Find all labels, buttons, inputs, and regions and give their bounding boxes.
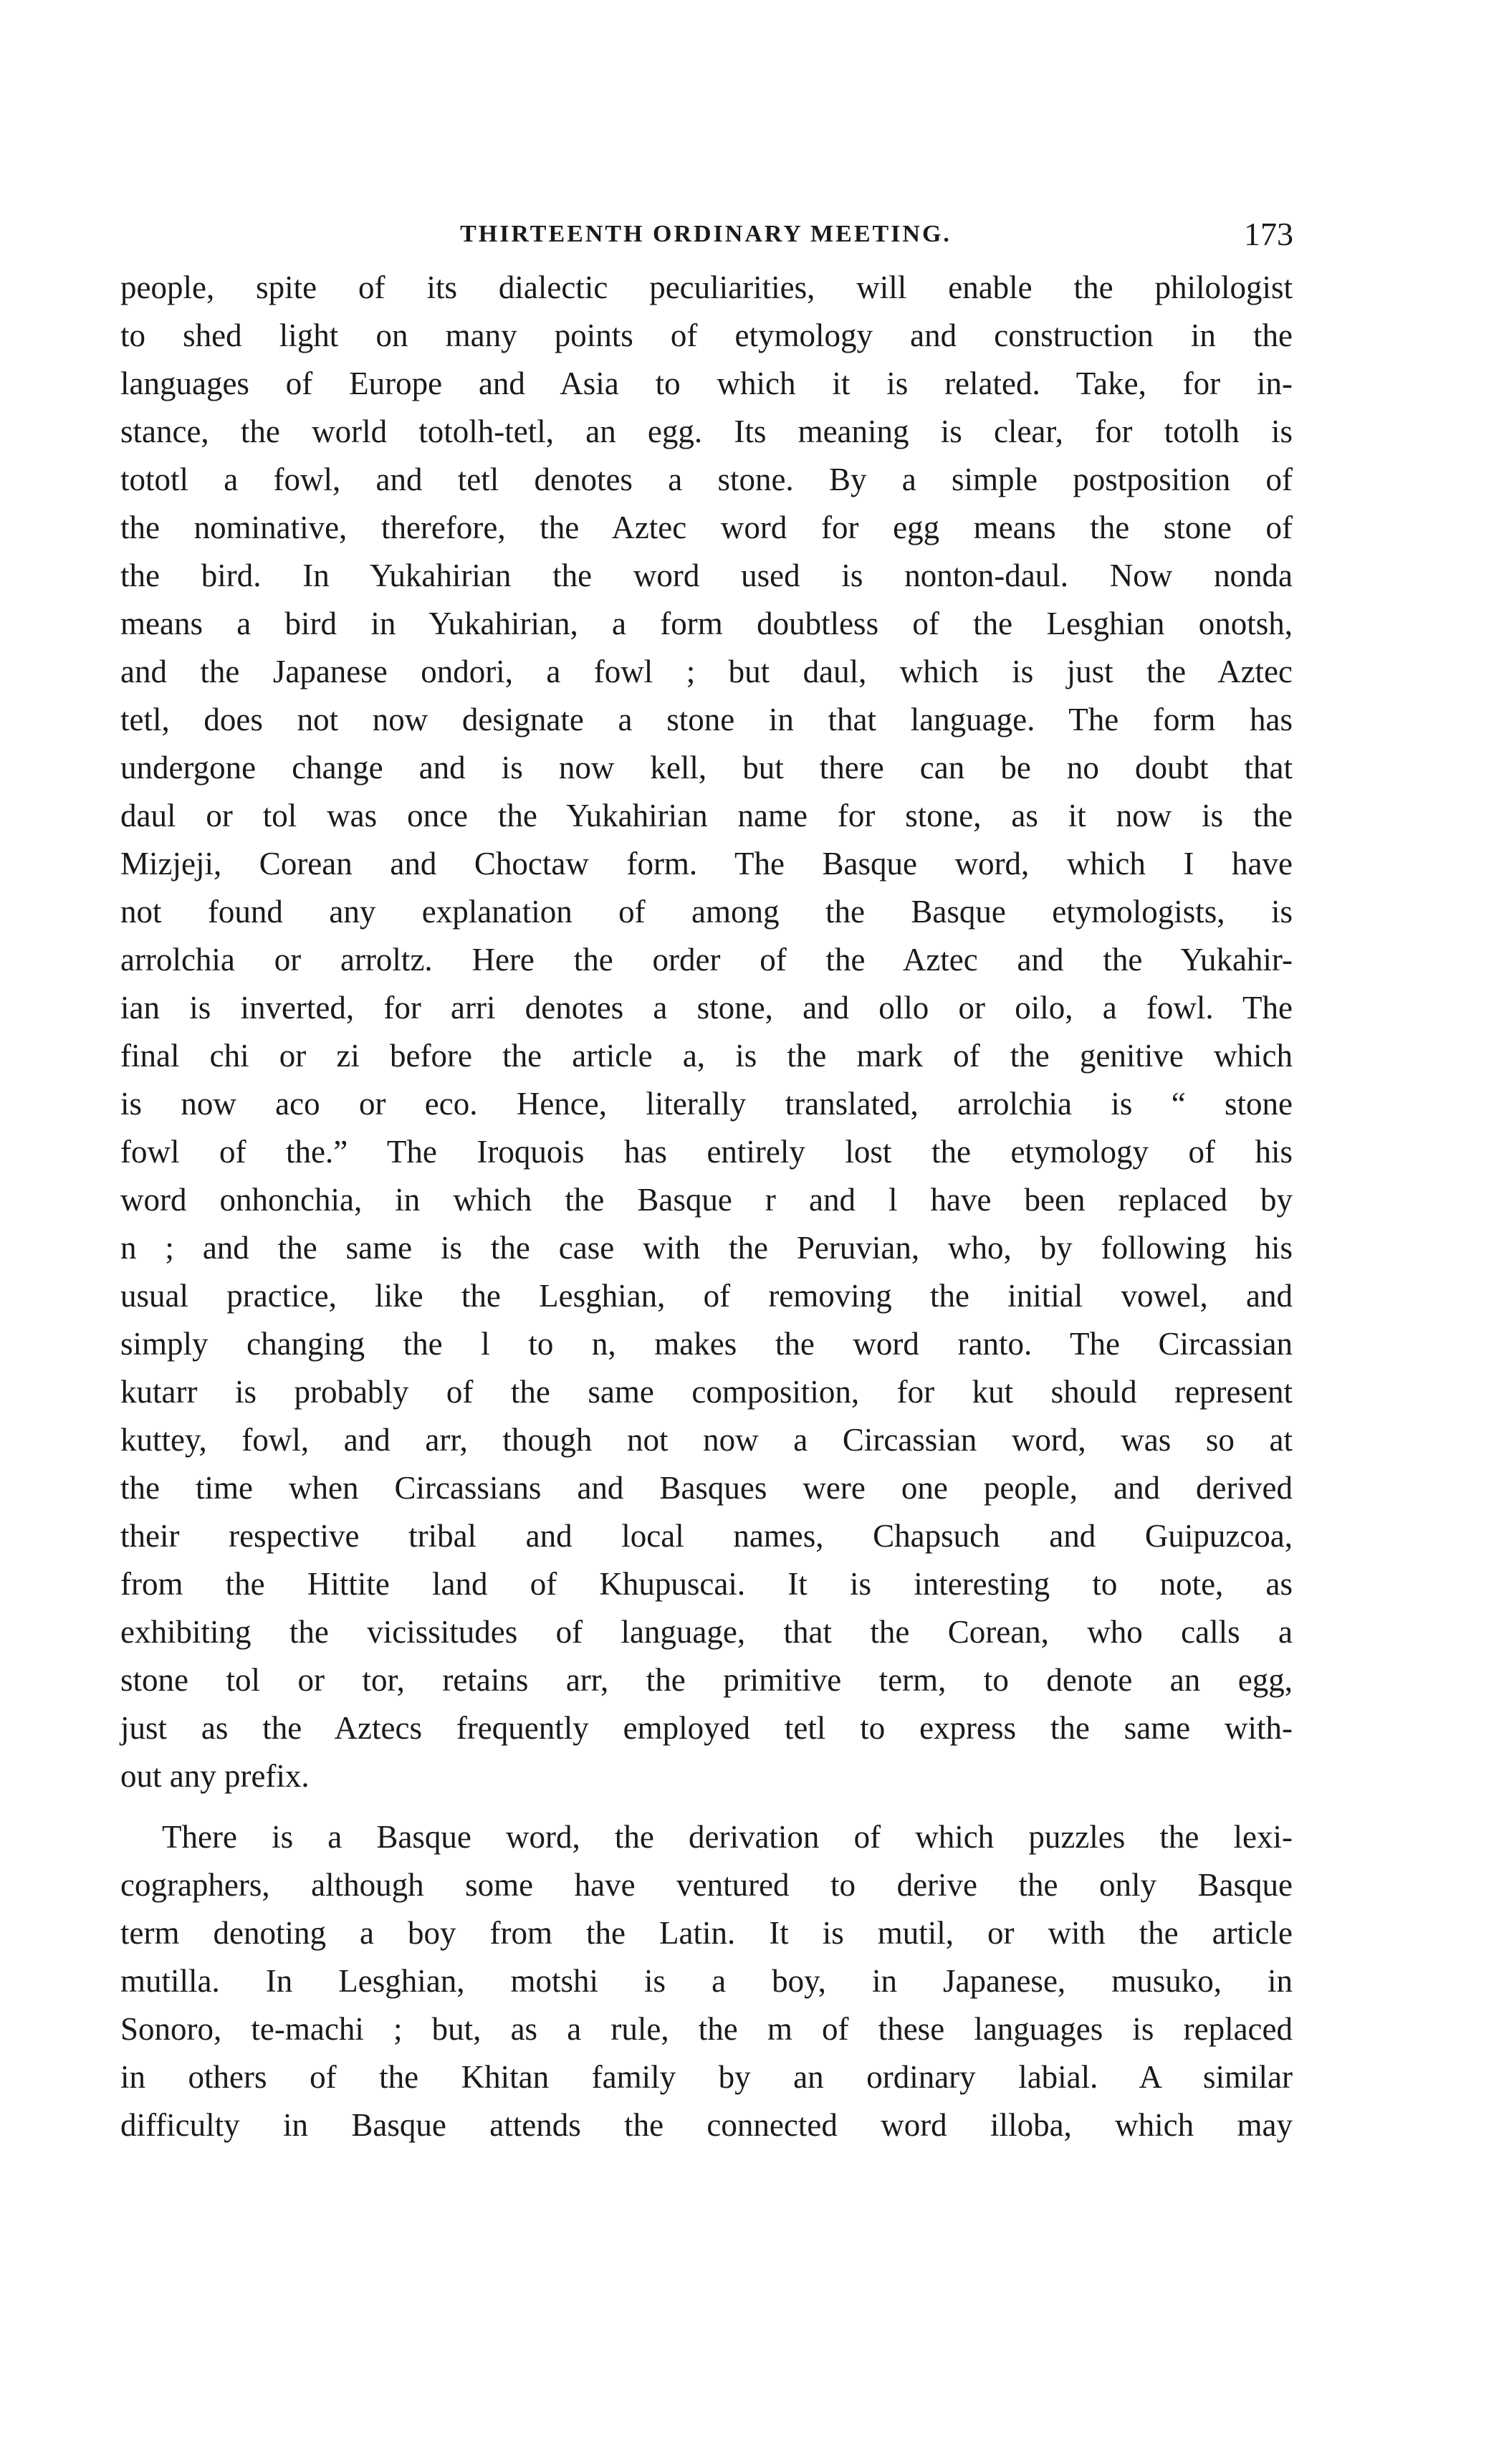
text-line: their respective tribal and local names, Chapsuch and Guipuzcoa, <box>120 1518 1293 1554</box>
text-line: people, spite of its dialectic peculiarities, will enable the philologist <box>120 269 1293 305</box>
paragraph-gap <box>120 1800 1293 1813</box>
text-line: n ; and the same is the case with the Peruvian, who, by following his <box>120 1230 1293 1266</box>
paragraph-1 <box>120 264 1293 1800</box>
text-line: the time when Circassians and Basques were one people, and derived <box>120 1470 1293 1506</box>
text-line: from the Hittite land of Khupuscai. It is interesting to note, as <box>120 1566 1293 1602</box>
text-line: just as the Aztecs frequently employed tetl to express the same with- <box>120 1710 1293 1746</box>
paragraph-2 <box>120 1813 1293 2149</box>
text-line: the bird. In Yukahirian the word used is nonton-daul. Now nonda <box>120 558 1293 593</box>
text-line: stone tol or tor, retains arr, the primitive term, to denote an egg, <box>120 1662 1293 1698</box>
text-line: undergone change and is now kell, but there can be no doubt that <box>120 750 1293 785</box>
body-text <box>120 264 1293 2149</box>
text-line: tototl a fowl, and tetl denotes a stone. By a simple postposition of <box>120 462 1293 497</box>
text-line: term denoting a boy from the Latin. It is mutil, or with the article <box>120 1915 1293 1951</box>
text-line: difficulty in Basque attends the connected word illoba, which may <box>120 2107 1293 2143</box>
text-line: languages of Europe and Asia to which it is related. Take, for in- <box>120 366 1293 401</box>
text-line: final chi or zi before the article a, is the mark of the genitive which <box>120 1038 1293 1074</box>
text-line: out any prefix. <box>120 1758 310 1794</box>
text-line: Sonoro, te-machi ; but, as a rule, the m of these languages is replaced <box>120 2011 1293 2047</box>
text-line: kuttey, fowl, and arr, though not now a Circassian word, was so at <box>120 1422 1293 1458</box>
text-line: Mizjeji, Corean and Choctaw form. The Basque word, which I have <box>120 846 1293 882</box>
text-line: usual practice, like the Lesghian, of removing the initial vowel, and <box>120 1278 1293 1314</box>
text-line: ian is inverted, for arri denotes a stone, and ollo or oilo, a fowl. The <box>120 990 1293 1026</box>
text-line: daul or tol was once the Yukahirian name for stone, as it now is the <box>120 798 1293 834</box>
text-line: means a bird in Yukahirian, a form doubtless of the Lesghian onotsh, <box>120 606 1293 641</box>
text-line: There is a Basque word, the derivation of which puzzles the lexi- <box>162 1819 1293 1855</box>
text-line: stance, the world totolh-tetl, an egg. Its meaning is clear, for totolh is <box>120 414 1293 449</box>
text-line: exhibiting the vicissitudes of language, that the Corean, who calls a <box>120 1614 1293 1650</box>
text-line: simply changing the l to n, makes the word ranto. The Circassian <box>120 1326 1293 1362</box>
text-line: in others of the Khitan family by an ordinary labial. A similar <box>120 2059 1293 2095</box>
text-line: fowl of the.” The Iroquois has entirely lost the etymology of his <box>120 1134 1293 1170</box>
text-line: kutarr is probably of the same composition, for kut should represent <box>120 1374 1293 1410</box>
text-line: cographers, although some have ventured to derive the only Basque <box>120 1867 1293 1903</box>
text-line: arrolchia or arroltz. Here the order of the Aztec and the Yukahir- <box>120 942 1293 978</box>
text-line: and the Japanese ondori, a fowl ; but daul, which is just the Aztec <box>120 654 1293 689</box>
running-head <box>118 215 1293 258</box>
text-line: mutilla. In Lesghian, motshi is a boy, in Japanese, musuko, in <box>120 1963 1293 1999</box>
running-title: THIRTEENTH ORDINARY MEETING. <box>460 221 952 247</box>
text-line: not found any explanation of among the Basque etymologists, is <box>120 894 1293 930</box>
text-line: the nominative, therefore, the Aztec word for egg means the stone of <box>120 510 1293 545</box>
text-line: tetl, does not now designate a stone in that language. The form has <box>120 702 1293 737</box>
text-line: word onhonchia, in which the Basque r and l have been replaced by <box>120 1182 1293 1218</box>
text-line: is now aco or eco. Hence, literally translated, arrolchia is “ stone <box>120 1086 1293 1122</box>
text-line: to shed light on many points of etymology and construction in the <box>120 317 1293 353</box>
page-number: 173 <box>1244 216 1293 252</box>
